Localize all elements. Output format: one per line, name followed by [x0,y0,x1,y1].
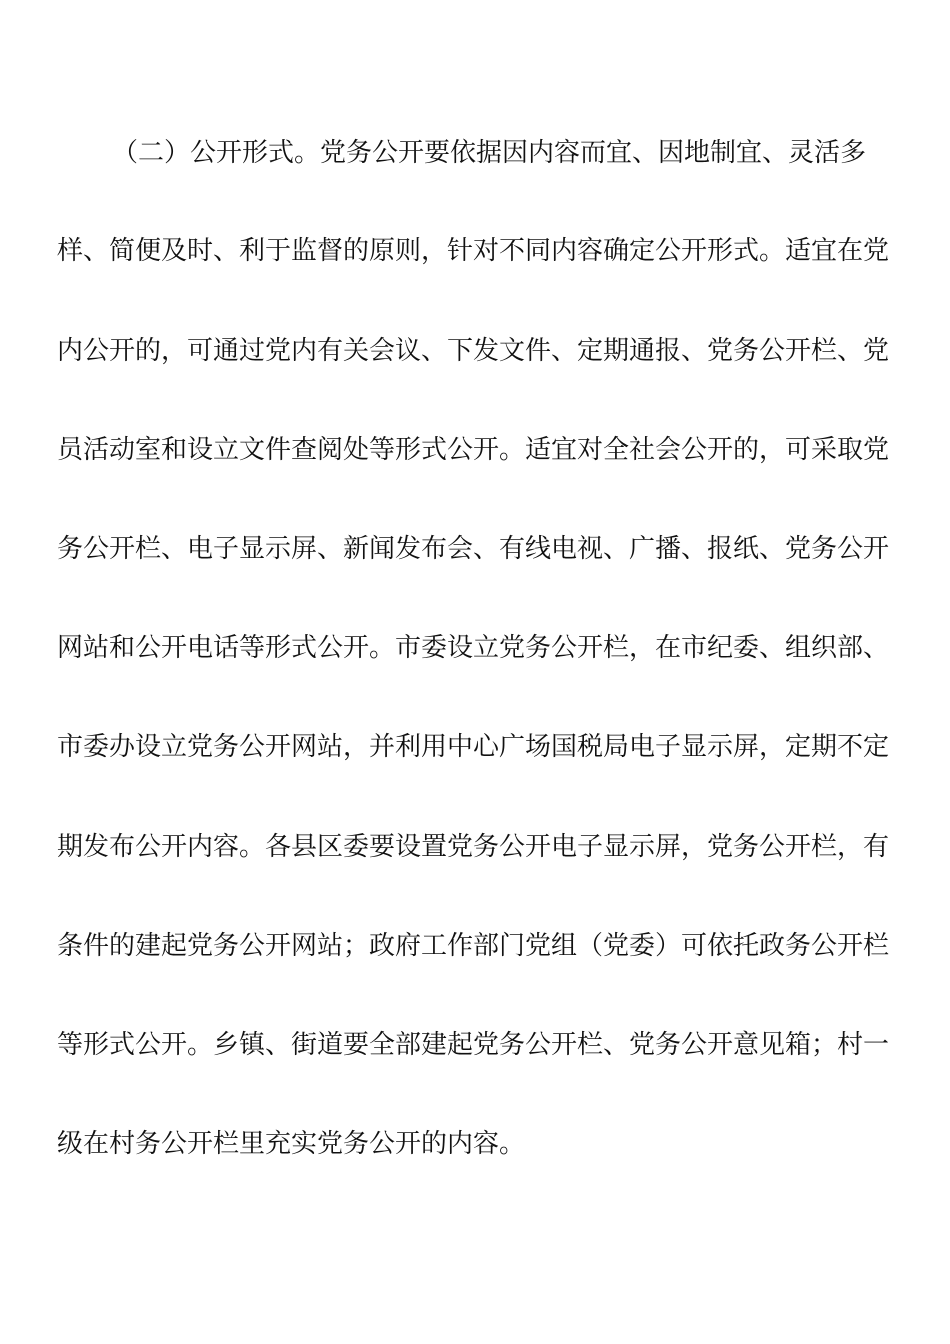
paragraph-line: 级在村务公开栏里充实党务公开的内容。 [57,1129,526,1159]
paragraph-line: 务公开栏、电子显示屏、新闻发布会、有线电视、广播、报纸、党务公开 [57,534,890,564]
paragraph-line: （二）公开形式。党务公开要依据因内容而宜、因地制宜、灵活多 [112,138,867,168]
paragraph-line: 样、简便及时、利于监督的原则，针对不同内容确定公开形式。适宜在党 [57,236,890,266]
paragraph-line: 条件的建起党务公开网站；政府工作部门党组（党委）可依托政务公开栏 [57,931,890,961]
paragraph-line: 员活动室和设立文件查阅处等形式公开。适宜对全社会公开的，可采取党 [57,435,890,465]
paragraph-line: 市委办设立党务公开网站，并利用中心广场国税局电子显示屏，定期不定 [57,732,890,762]
paragraph-line: 网站和公开电话等形式公开。市委设立党务公开栏，在市纪委、组织部、 [57,633,890,663]
paragraph-line: 等形式公开。乡镇、街道要全部建起党务公开栏、党务公开意见箱；村一 [57,1030,890,1060]
paragraph-line: 期发布公开内容。各县区委要设置党务公开电子显示屏，党务公开栏，有 [57,832,890,862]
paragraph-line: 内公开的，可通过党内有关会议、下发文件、定期通报、党务公开栏、党 [57,336,890,366]
